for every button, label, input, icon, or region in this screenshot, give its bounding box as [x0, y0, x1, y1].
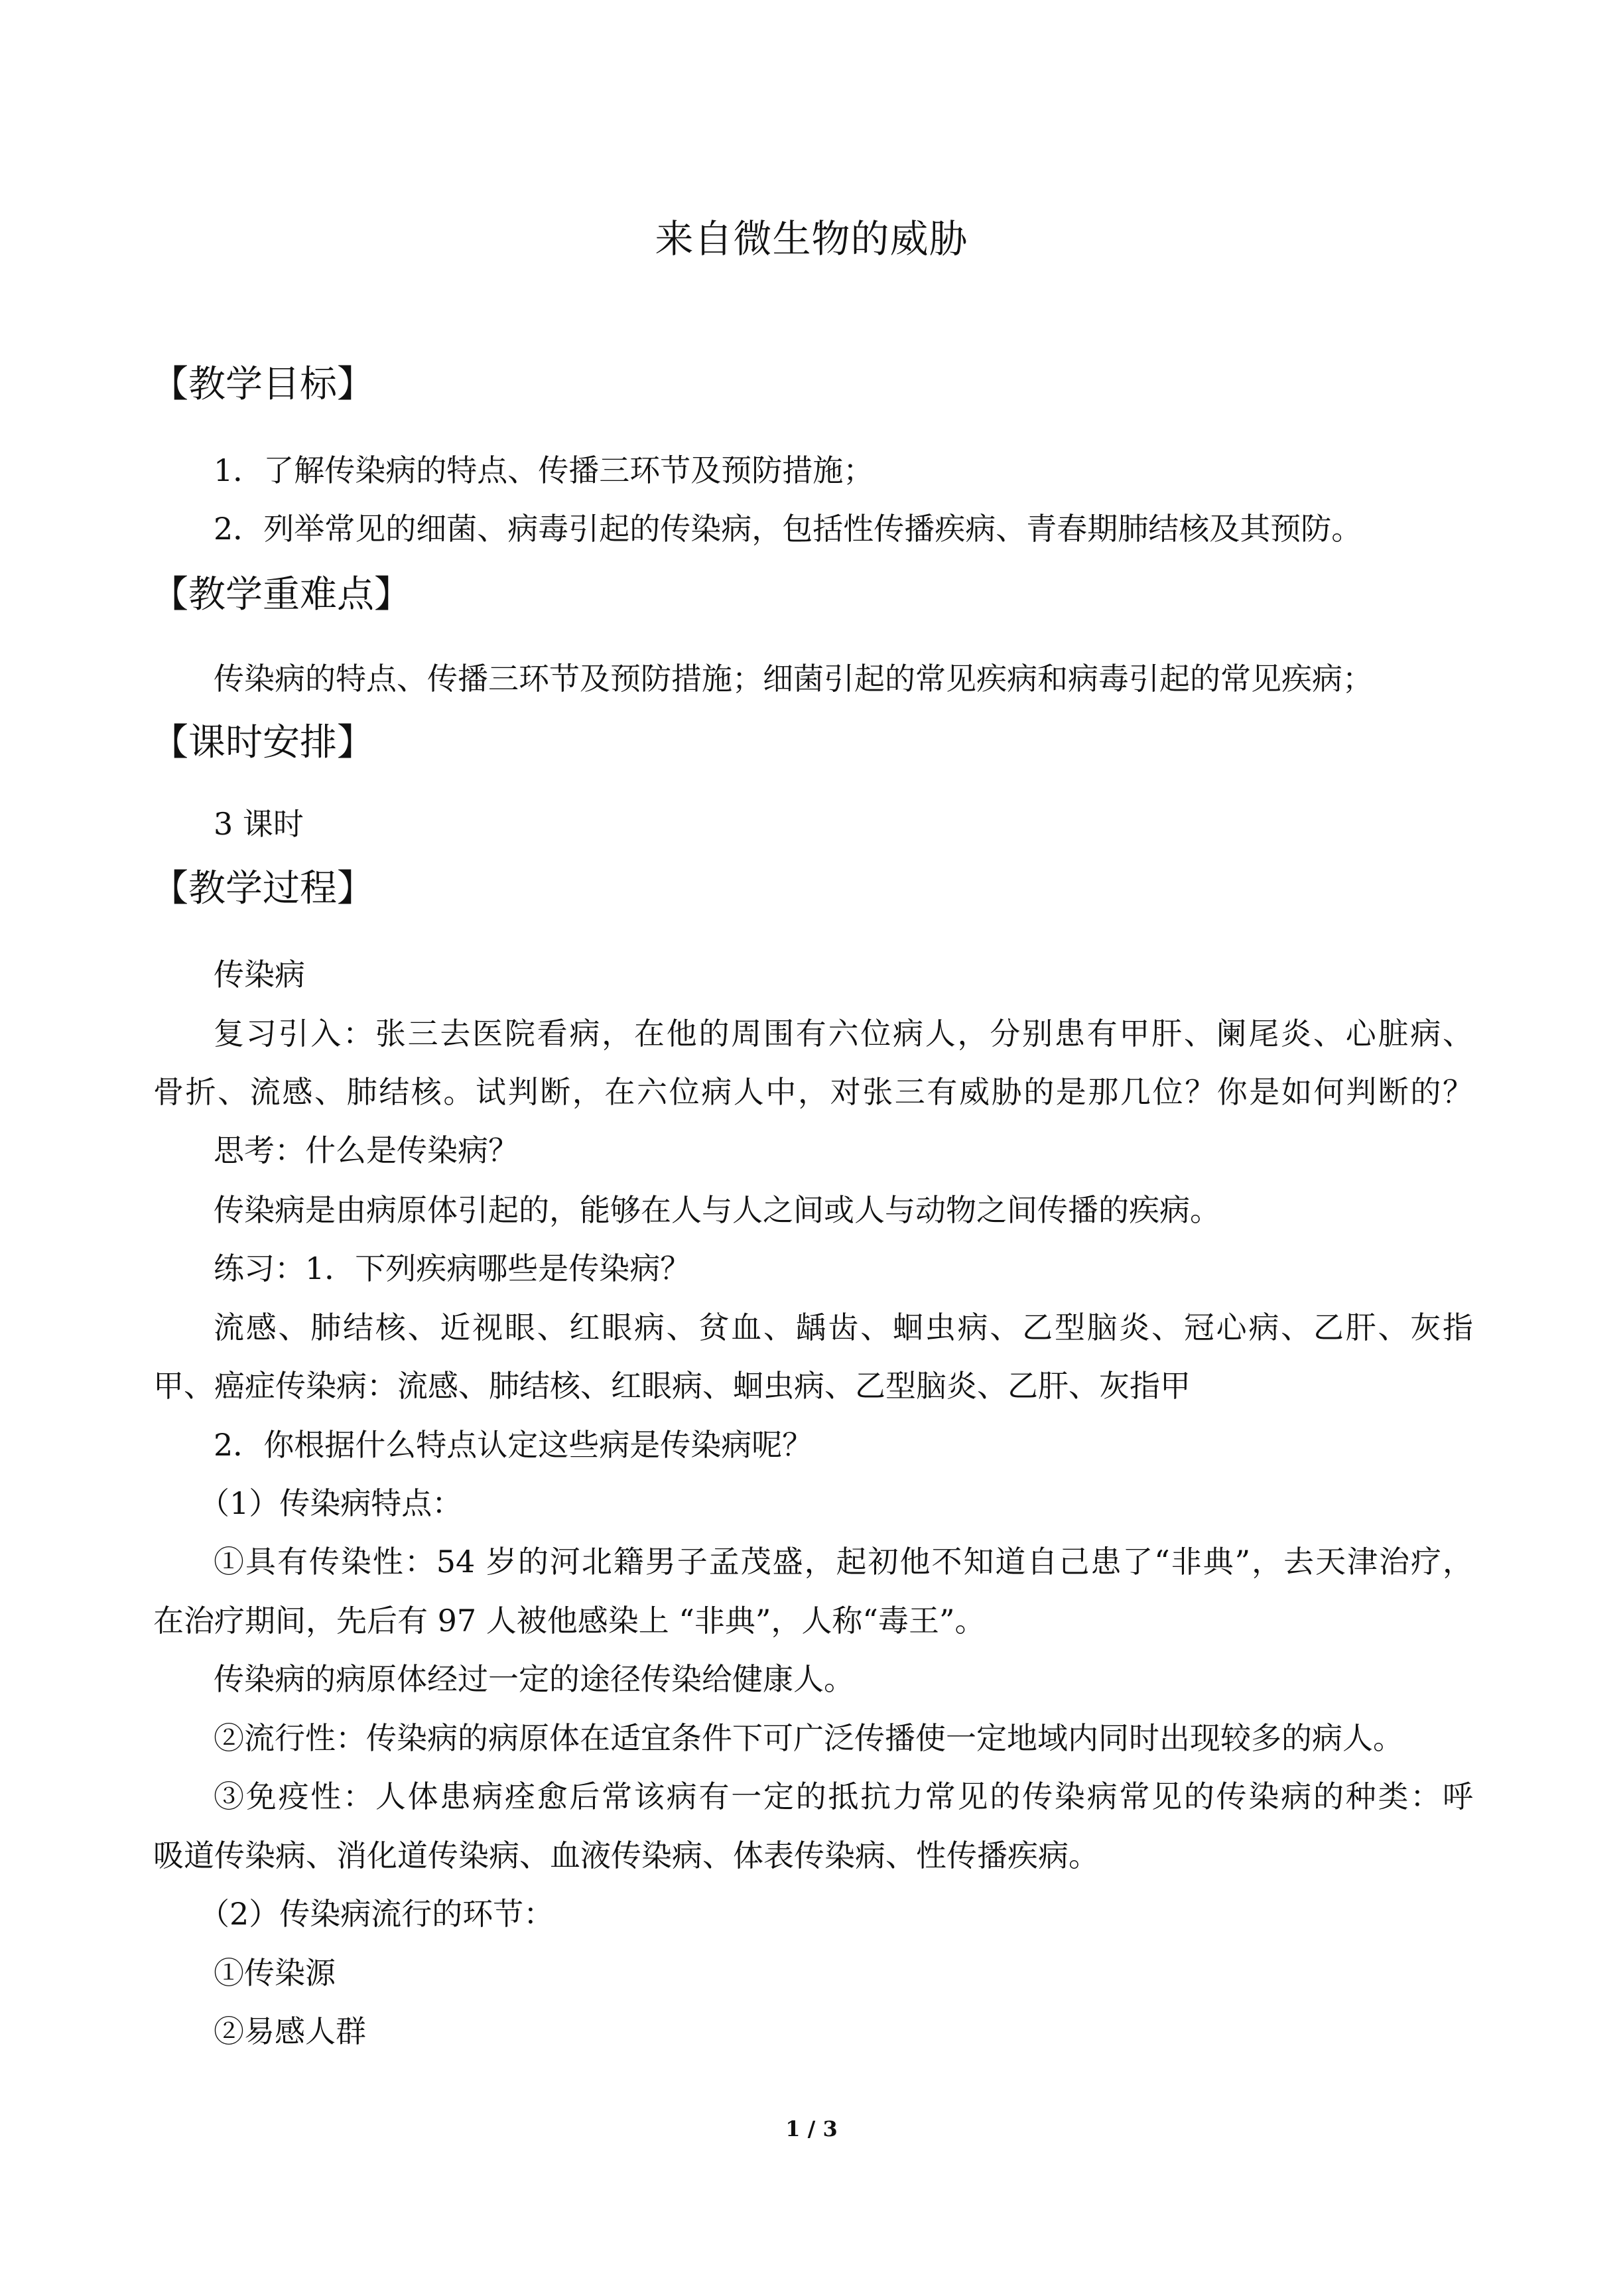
process-line: 甲、癌症传染病：流感、肺结核、红眼病、蛔虫病、乙型脑炎、乙肝、灰指甲 — [153, 1368, 1191, 1404]
key-points-text: 传染病的特点、传播三环节及预防措施；细菌引起的常见疾病和病毒引起的常见疾病； — [214, 661, 1373, 697]
process-line: （2）传染病流行的环节： — [199, 1896, 554, 1932]
process-line: ①具有传染性：54 岁的河北籍男子孟茂盛，起初他不知道自己患了“非典”，去天津治疗， — [214, 1544, 1473, 1580]
process-line: ③免疫性：人体患病痊愈后常该病有一定的抵抗力常见的传染病常见的传染病的种类：呼 — [214, 1779, 1473, 1814]
process-line: 吸道传染病、消化道传染病、血液传染病、体表传染病、性传播疾病。 — [153, 1838, 1099, 1873]
process-line: ②流行性：传染病的病原体在适宜条件下可广泛传播使一定地域内同时出现较多的病人。 — [214, 1720, 1403, 1756]
process-line: 传染病是由病原体引起的，能够在人与人之间或人与动物之间传播的疾病。 — [214, 1192, 1220, 1228]
section-heading-objectives: 【教学目标】 — [151, 363, 374, 406]
process-line: 练习：1．下列疾病哪些是传染病？ — [214, 1250, 691, 1286]
process-line: （1）传染病特点： — [199, 1485, 463, 1521]
process-line: 传染病的病原体经过一定的途径传染给健康人。 — [214, 1661, 854, 1697]
section-heading-process: 【教学过程】 — [151, 867, 374, 910]
page-number: 1 / 3 — [785, 2116, 838, 2141]
process-line: 2．你根据什么特点认定这些病是传染病呢？ — [214, 1427, 813, 1463]
process-line: 传染病 — [214, 957, 305, 992]
process-line: 复习引入：张三去医院看病，在他的周围有六位病人，分别患有甲肝、阑尾炎、心脏病、 — [214, 1016, 1473, 1051]
schedule-text: 3 课时 — [214, 806, 304, 842]
process-line: ②易感人群 — [214, 2013, 366, 2049]
section-heading-key-points: 【教学重难点】 — [151, 573, 411, 616]
process-line: 在治疗期间，先后有 97 人被他感染上 “非典”，人称“毒王”。 — [153, 1603, 986, 1639]
objective-item-2: 2．列举常见的细菌、病毒引起的传染病，包括性传播疾病、青春期肺结核及其预防。 — [214, 511, 1362, 547]
process-line: 流感、肺结核、近视眼、红眼病、贫血、龋齿、蛔虫病、乙型脑炎、冠心病、乙肝、灰指 — [214, 1310, 1473, 1345]
process-line: 骨折、流感、肺结核。试判断，在六位病人中，对张三有威胁的是那几位？你是如何判断的？ — [153, 1074, 1473, 1110]
section-heading-schedule: 【课时安排】 — [151, 721, 374, 764]
process-line: ①传染源 — [214, 1955, 336, 1991]
objective-item-1: 1．了解传染病的特点、传播三环节及预防措施； — [214, 452, 874, 488]
process-line: 思考：什么是传染病？ — [214, 1132, 519, 1168]
document-title: 来自微生物的威胁 — [655, 216, 968, 261]
